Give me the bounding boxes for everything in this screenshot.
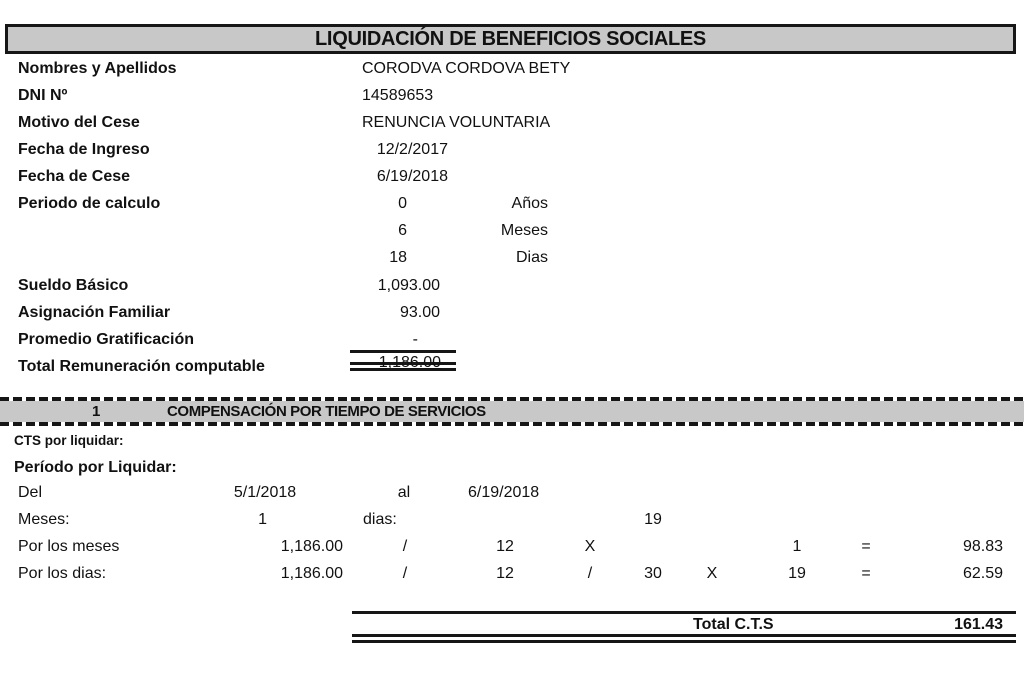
row-por-los-dias — [0, 565, 1024, 583]
dias-value: 19 — [644, 511, 662, 528]
row-del-al — [0, 484, 1024, 502]
dni-label: DNI Nº — [18, 87, 68, 104]
por-dias-month-days: 30 — [644, 565, 662, 582]
fecha-cese-label: Fecha de Cese — [18, 168, 131, 185]
promedio-gratificacion-value: - — [412, 331, 418, 348]
del-label: Del — [18, 484, 43, 501]
total-remuneracion-cell — [350, 350, 456, 371]
periodo-meses-value: 6 — [398, 222, 407, 239]
por-dias-result: 62.59 — [962, 565, 1003, 582]
cts-section-number: 1 — [92, 403, 101, 420]
fecha-cese-value: 6/19/2018 — [376, 168, 448, 185]
dni-value: 14589653 — [362, 87, 434, 104]
cts-period-title: Período por Liquidar: — [14, 459, 177, 476]
cts-section-band — [0, 397, 1024, 426]
row-periodo-anios — [0, 194, 1024, 214]
por-meses-label: Por los meses — [18, 538, 120, 555]
cts-total-label: Total C.T.S — [693, 616, 774, 633]
sueldo-basico-value: 1,093.00 — [377, 277, 440, 294]
asignacion-familiar-value: 93.00 — [399, 304, 440, 321]
document-title-bar — [5, 24, 1016, 54]
por-dias-op2: / — [587, 565, 593, 582]
por-meses-factor: 1 — [792, 538, 802, 555]
por-meses-op2: X — [584, 538, 596, 555]
row-promedio-gratificacion — [0, 330, 1024, 350]
row-periodo-dias — [0, 248, 1024, 268]
por-dias-op1: / — [402, 565, 408, 582]
total-remuneracion-value: 1,186.00 — [378, 354, 441, 371]
row-nombres — [0, 59, 1024, 79]
motivo-cese-value: RENUNCIA VOLUNTARIA — [362, 114, 551, 131]
row-asignacion-familiar — [0, 303, 1024, 323]
sueldo-basico-label: Sueldo Básico — [18, 277, 129, 294]
por-meses-base: 1,186.00 — [280, 538, 343, 555]
fecha-ingreso-value: 12/2/2017 — [376, 141, 448, 158]
fecha-ingreso-label: Fecha de Ingreso — [18, 141, 150, 158]
cts-total-block — [352, 611, 1016, 643]
row-fecha-ingreso — [0, 140, 1024, 160]
dias-label: dias: — [363, 511, 397, 528]
meses-value: 1 — [258, 511, 267, 528]
row-total-remuneracion — [0, 354, 1024, 377]
periodo-dias-unit: Dias — [515, 249, 548, 266]
row-meses-dias — [0, 511, 1024, 529]
cts-total-value: 161.43 — [954, 616, 1003, 633]
dashed-rule-bottom — [0, 422, 1024, 426]
asignacion-familiar-label: Asignación Familiar — [18, 304, 171, 321]
nombres-label: Nombres y Apellidos — [18, 60, 177, 77]
periodo-anios-value: 0 — [398, 195, 407, 212]
promedio-gratificacion-label: Promedio Gratificación — [18, 331, 195, 348]
por-dias-base: 1,186.00 — [280, 565, 343, 582]
meses-label: Meses: — [18, 511, 70, 528]
por-dias-divisor: 12 — [496, 565, 514, 582]
por-dias-label: Por los dias: — [18, 565, 107, 582]
por-dias-op3: X — [706, 565, 718, 582]
motivo-cese-label: Motivo del Cese — [18, 114, 140, 131]
cts-subtitle: CTS por liquidar: — [14, 433, 124, 448]
row-dni — [0, 86, 1024, 106]
row-fecha-cese — [0, 167, 1024, 187]
row-motivo-cese — [0, 113, 1024, 133]
row-sueldo-basico — [0, 276, 1024, 296]
cts-section-title: COMPENSACIÓN POR TIEMPO DE SERVICIOS — [167, 403, 486, 420]
por-meses-result: 98.83 — [962, 538, 1003, 555]
cts-section-band-body — [0, 401, 1024, 422]
periodo-dias-value: 18 — [389, 249, 407, 266]
del-date: 5/1/2018 — [233, 484, 297, 501]
por-dias-days: 19 — [788, 565, 806, 582]
periodo-meses-unit: Meses — [500, 222, 548, 239]
por-dias-equals: = — [861, 565, 871, 582]
por-meses-equals: = — [861, 538, 871, 555]
al-label: al — [397, 484, 411, 501]
nombres-value: CORODVA CORDOVA BETY — [362, 60, 571, 77]
row-por-los-meses — [0, 538, 1024, 556]
por-meses-op1: / — [402, 538, 408, 555]
document-title: LIQUIDACIÓN DE BENEFICIOS SOCIALES — [315, 27, 706, 50]
row-periodo-meses — [0, 221, 1024, 241]
periodo-anios-unit: Años — [511, 195, 548, 212]
periodo-label: Periodo de calculo — [18, 195, 161, 212]
por-meses-divisor: 12 — [496, 538, 514, 555]
total-remuneracion-label: Total Remuneración computable — [18, 358, 265, 375]
al-date: 6/19/2018 — [468, 484, 540, 501]
